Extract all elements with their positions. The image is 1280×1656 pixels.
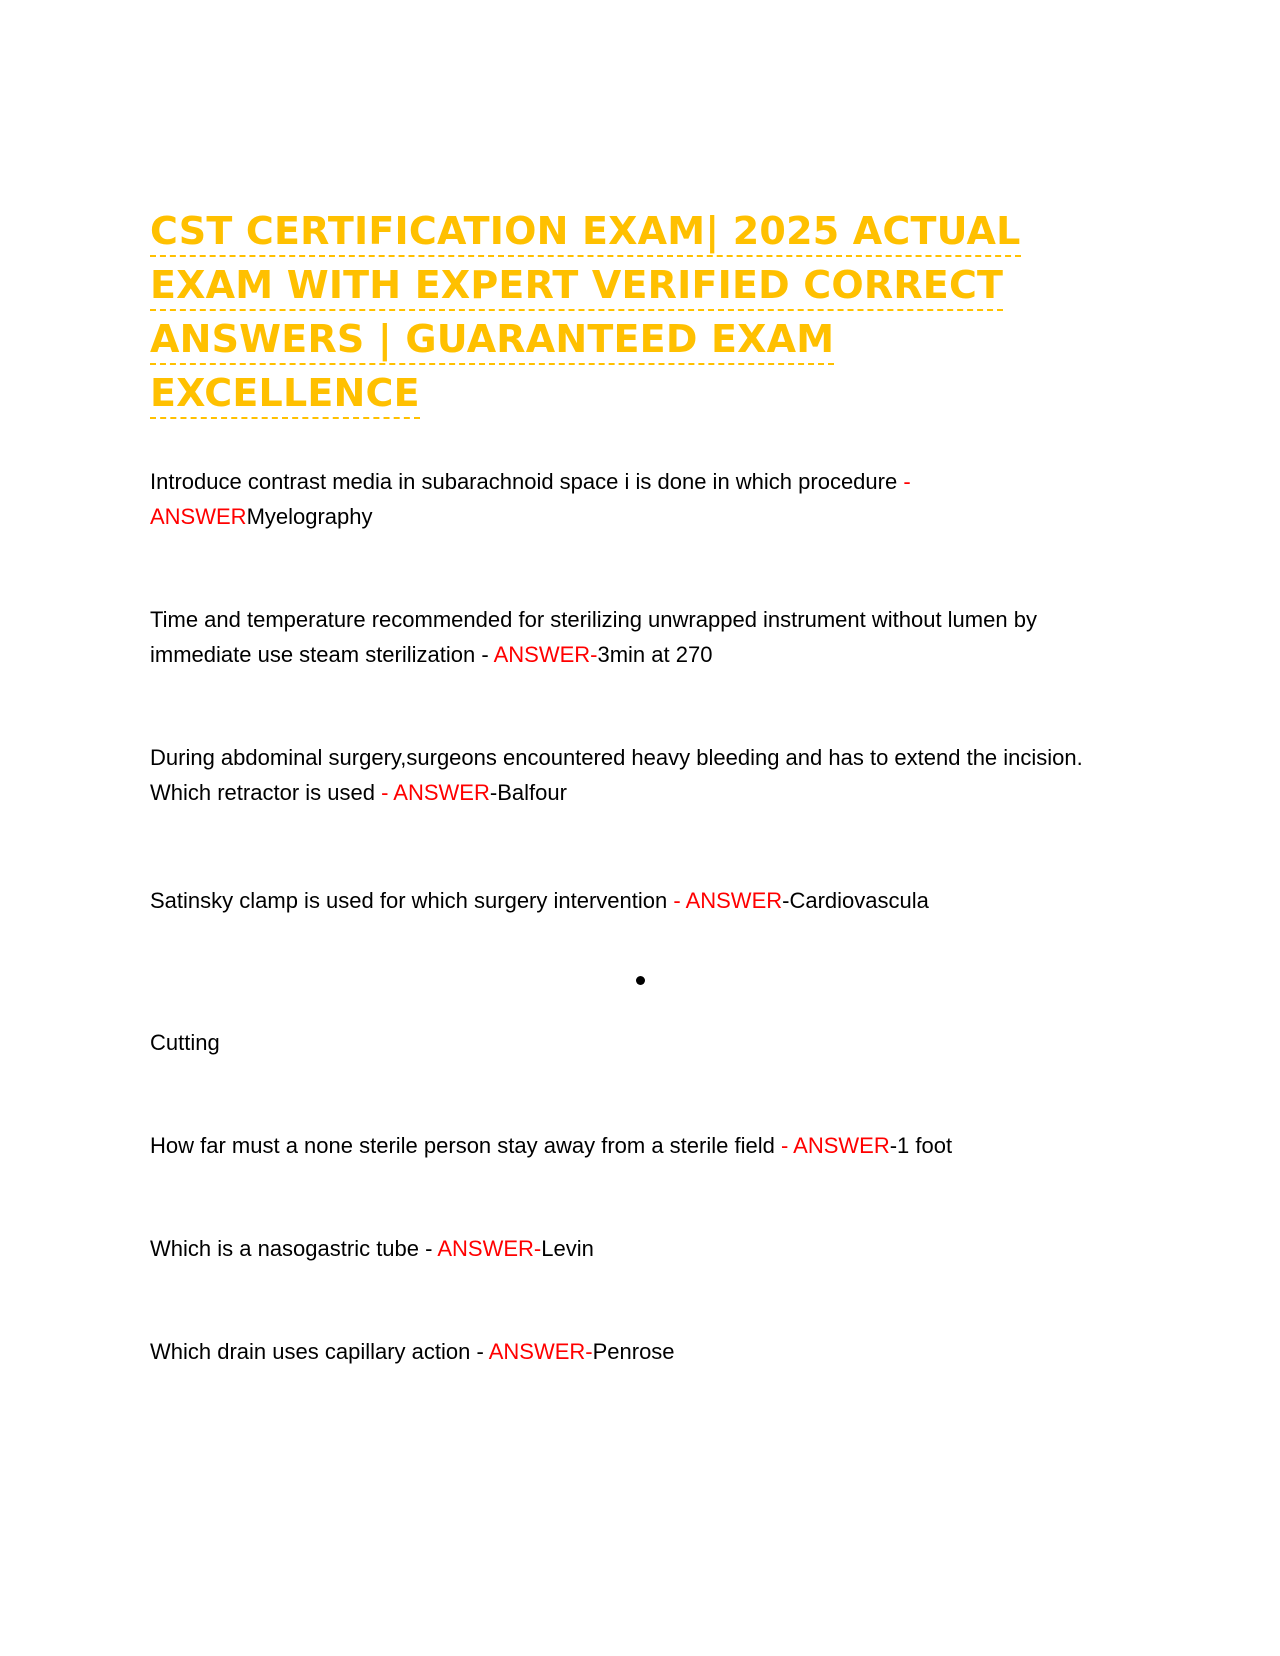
qa-item-capillary-drain <box>150 1334 1150 1369</box>
question-text: Satinsky clamp is used for which surgery intervention <box>150 888 674 913</box>
answer-marker: ANSWER <box>150 504 247 529</box>
question-text: Time and temperature recommended for sterilizing unwrapped instrument without lumen by <box>150 607 1037 632</box>
answer-separator: - <box>903 469 911 494</box>
answer-marker: ANSWER- <box>437 1236 542 1261</box>
question-text: immediate use steam sterilization - <box>150 642 494 667</box>
title-line: EXCELLENCE <box>150 369 420 419</box>
answer-text: -1 foot <box>889 1133 953 1158</box>
answer-text: -Balfour <box>489 780 567 805</box>
qa-item-cutting <box>150 1025 1150 1060</box>
answer-marker: - ANSWER <box>780 1133 890 1158</box>
question-text: Which is a nasogastric tube - <box>150 1236 438 1261</box>
answer-text: Myelography <box>246 504 373 529</box>
answer-marker: ANSWER- <box>493 642 598 667</box>
qa-item-nasogastric-tube <box>150 1231 1150 1266</box>
document-title <box>150 204 1090 420</box>
question-text: During abdominal surgery,surgeons encountered heavy bleeding and has to extend the incision. <box>150 745 1083 770</box>
qa-item-retractor <box>150 740 1150 810</box>
question-text: How far must a none sterile person stay away from a sterile field <box>150 1133 781 1158</box>
qa-item-satinsky-clamp <box>150 883 1150 918</box>
answer-text: 3min at 270 <box>597 642 713 667</box>
bullet-point <box>636 976 645 985</box>
answer-text: Levin <box>541 1236 594 1261</box>
title-line: ANSWERS | GUARANTEED EXAM <box>150 315 834 365</box>
qa-item-steam-sterilization <box>150 602 1150 672</box>
answer-text: Penrose <box>592 1339 675 1364</box>
question-text: Cutting <box>150 1030 220 1055</box>
qa-item-sterile-field <box>150 1128 1150 1163</box>
title-line: CST CERTIFICATION EXAM| 2025 ACTUAL <box>150 207 1021 257</box>
answer-marker: - ANSWER <box>381 780 490 805</box>
title-line: EXAM WITH EXPERT VERIFIED CORRECT <box>150 261 1003 311</box>
question-text: Which retractor is used <box>150 780 382 805</box>
answer-text: -Cardiovascula <box>782 888 929 913</box>
question-text: Introduce contrast media in subarachnoid space i is done in which procedure <box>150 469 904 494</box>
answer-marker: - ANSWER <box>673 888 783 913</box>
question-text: Which drain uses capillary action - <box>150 1339 489 1364</box>
answer-marker: ANSWER- <box>488 1339 593 1364</box>
qa-item-myelography <box>150 464 1150 534</box>
